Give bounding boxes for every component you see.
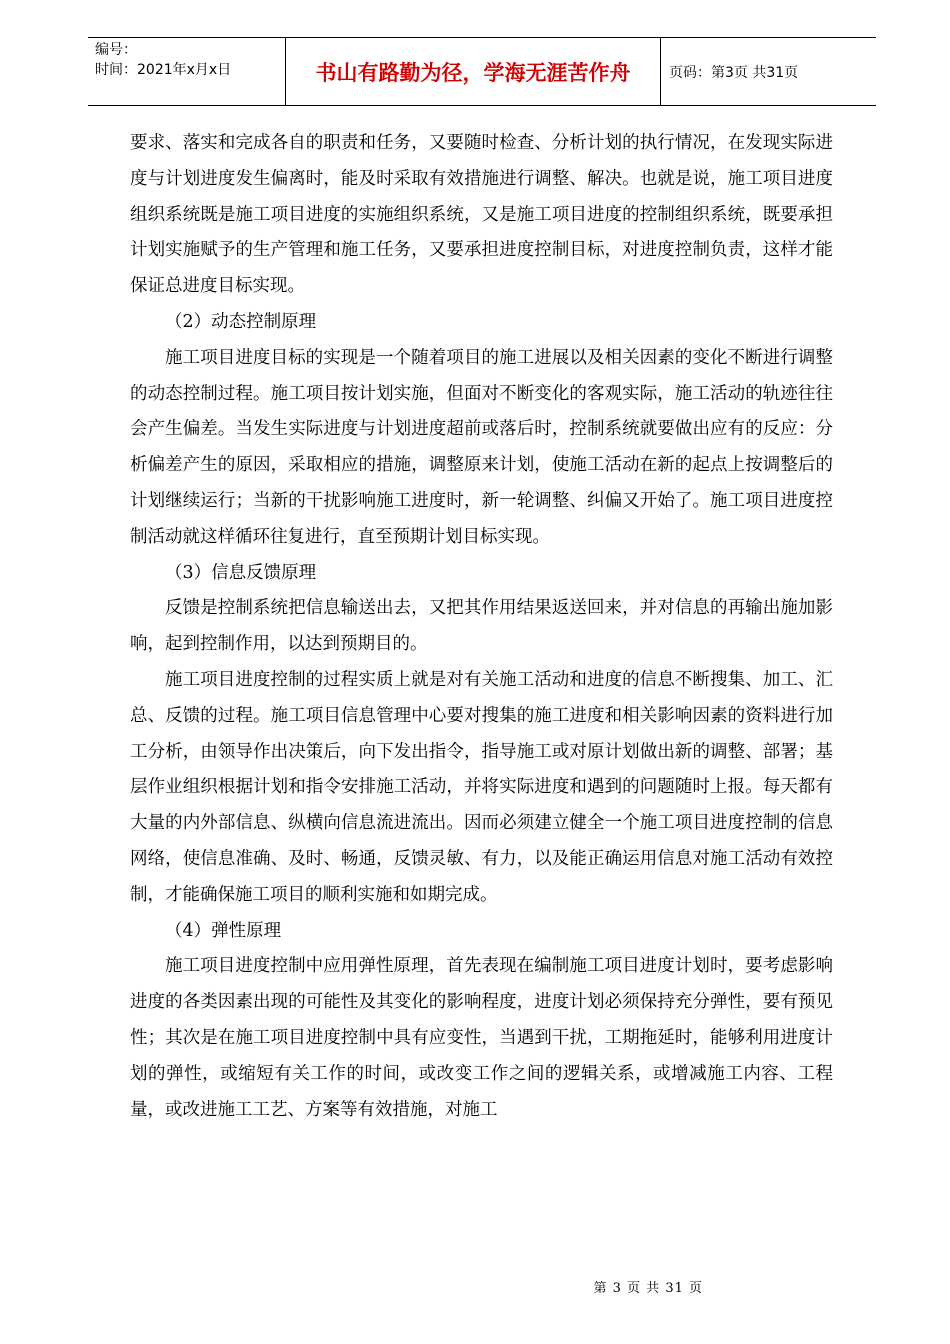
number-label: 编号： [95, 42, 137, 58]
page-header [88, 37, 876, 106]
document-body [130, 126, 833, 1128]
time-label: 时间：2021年x月x日 [95, 62, 232, 78]
section-heading: （2）动态控制原理 [165, 311, 317, 332]
header-meta [88, 38, 286, 105]
paragraph: 反馈是控制系统把信息输送出去，又把其作用结果返送回来，并对信息的再输出施加影响，起到控制作用，以达到预期目的。 [130, 598, 833, 655]
paragraph: 施工项目进度目标的实现是一个随着项目的施工进展以及相关因素的变化不断进行调整的动态控制过程。施工项目按计划实施，但面对不断变化的客观实际，施工活动的轨迹往往会产生偏差。当发生实际进度与计划进度超前或落后时，控制系统就要做出应有的反应：分析偏差产生的原因，采取相应的措施，调整原来计划，使施工活动在新的起点上按调整后的计划继续运行；当新的干扰影响施工进度时，新一轮调整、纠偏又开始了。施工项目进度控制活动就这样循环往复进行，直至预期计划目标实现。 [130, 347, 833, 547]
header-page-info: 页码：第3页 共31页 [669, 64, 799, 81]
section-heading: （3）信息反馈原理 [165, 562, 317, 583]
section-heading: （4）弹性原理 [165, 920, 282, 941]
page-footer: 第 3 页 共 31 页 [593, 1281, 703, 1296]
paragraph: 施工项目进度控制中应用弹性原理，首先表现在编制施工项目进度计划时，要考虑影响进度的各类因素出现的可能性及其变化的影响程度，进度计划必须保持充分弹性，要有预见性；其次是在施工项目进度控制中具有应变性，当遇到干扰，工期拖延时，能够利用进度计划的弹性，或缩短有关工作的时间，或改变工作之间的逻辑关系，或增减施工内容、工程量，或改进施工工艺、方案等有效措施，对施工 [130, 956, 833, 1120]
header-motto: 书山有路勤为径，学海无涯苦作舟 [286, 38, 661, 105]
paragraph: 要求、落实和完成各自的职责和任务，又要随时检查、分析计划的执行情况，在发现实际进度与计划进度发生偏离时，能及时采取有效措施进行调整、解决。也就是说，施工项目进度组织系统既是施工项目进度的实施组织系统，又是施工项目进度的控制组织系统，既要承担计划实施赋予的生产管理和施工任务，又要承担进度控制目标，对进度控制负责，这样才能保证总进度目标实现。 [130, 133, 833, 297]
paragraph: 施工项目进度控制的过程实质上就是对有关施工活动和进度的信息不断搜集、加工、汇总、反馈的过程。施工项目信息管理中心要对搜集的施工进度和相关影响因素的资料进行加工分析，由领导作出决策后，向下发出指令，指导施工或对原计划做出新的调整、部署；基层作业组织根据计划和指令安排施工活动，并将实际进度和遇到的问题随时上报。每天都有大量的内外部信息、纵横向信息流进流出。因而必须建立健全一个施工项目进度控制的信息网络，使信息准确、及时、畅通，反馈灵敏、有力，以及能正确运用信息对施工活动有效控制，才能确保施工项目的顺利实施和如期完成。 [130, 669, 833, 905]
